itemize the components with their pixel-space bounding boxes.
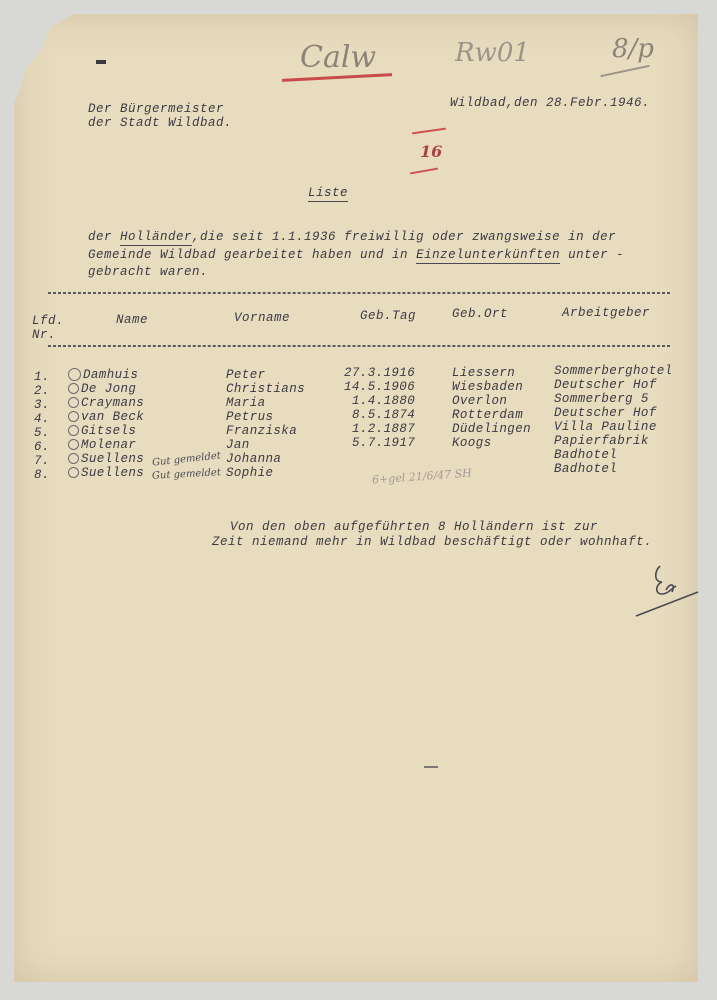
ink-dash [424, 766, 438, 768]
table-cell-vorname: Maria [226, 396, 266, 410]
table-cell-name [68, 424, 144, 438]
intro-line-2 [88, 248, 624, 262]
column-vorname [226, 368, 305, 480]
table-cell-arbeitgeber: Badhotel [554, 462, 618, 476]
place-date: Wildbad,den 28.Febr.1946. [450, 96, 651, 110]
check-circle-icon [68, 425, 79, 436]
footer-line-2: Zeit niemand mehr in Wildbad beschäftigt oder wohnhaft. [212, 535, 653, 549]
name-text: Gitsels [81, 424, 137, 438]
header-lfd: Lfd. [32, 314, 65, 328]
table-cell-arbeitgeber: Badhotel [554, 448, 618, 462]
column-geb-ort [452, 366, 531, 450]
intro-line-1-prefix: der [88, 230, 121, 244]
name-text: De Jong [81, 382, 137, 396]
check-circle-icon [68, 439, 79, 450]
table-cell-vorname: Peter [226, 368, 266, 382]
name-text: Molenar [81, 438, 137, 452]
table-cell-nr: 3. [34, 398, 50, 412]
table-cell-name [68, 438, 144, 452]
top-rule [48, 292, 670, 294]
header-geb-ort: Geb.Ort [452, 307, 509, 321]
table-cell-vorname: Sophie [226, 466, 274, 480]
pencil-mark-calw: Calw [300, 40, 377, 75]
intro-line-3: gebracht waren. [88, 265, 209, 279]
intro-line-2-rest: unter - [560, 248, 625, 262]
table-cell-arbeitgeber: Papierfabrik [554, 434, 649, 448]
hand-note-row-7: Gut gemeldet [151, 450, 222, 469]
check-circle-icon [68, 453, 79, 464]
table-cell-geb-ort: Liessern [452, 366, 516, 380]
table-cell-geb-tag: 1.4.1880 [352, 394, 416, 408]
intro-holländer: Holländer [120, 230, 193, 244]
table-cell-vorname: Petrus [226, 410, 274, 424]
table-cell-geb-tag: 5.7.1917 [352, 436, 416, 450]
header-vorname: Vorname [234, 311, 291, 325]
column-arbeitgeber [554, 364, 673, 476]
header-geb-tag: Geb.Tag [360, 309, 417, 323]
table-cell-name [68, 382, 144, 396]
table-cell-name [68, 396, 144, 410]
issuer-line-2: der Stadt Wildbad. [88, 116, 233, 130]
table-cell-vorname: Franziska [226, 424, 298, 438]
table-cell-nr: 7. [34, 454, 50, 468]
table-cell-nr: 4. [34, 412, 50, 426]
table-cell-arbeitgeber: Villa Pauline [554, 420, 657, 434]
table-cell-geb-tag: 14.5.1906 [344, 380, 416, 394]
table-cell-geb-tag: 8.5.1874 [352, 408, 416, 422]
name-text: Craymans [81, 396, 145, 410]
check-circle-icon [68, 397, 79, 408]
table-cell-nr: 6. [34, 440, 50, 454]
table-cell-geb-ort: Koogs [452, 436, 492, 450]
table-cell-geb-tag: 1.2.1887 [352, 422, 416, 436]
table-cell-arbeitgeber: Sommerberg 5 [554, 392, 649, 406]
table-cell-name [68, 452, 144, 466]
signature-icon [632, 560, 702, 620]
table-cell-geb-ort: Rotterdam [452, 408, 524, 422]
header-arbeitgeber: Arbeitgeber [562, 306, 651, 320]
name-text: van Beck [81, 410, 145, 424]
table-cell-nr: 1. [34, 370, 50, 384]
document-page [14, 14, 698, 982]
table-cell-vorname: Christians [226, 382, 306, 396]
pencil-mark-page: 8/p [612, 34, 654, 64]
header-name: Name [116, 313, 149, 327]
table-cell-nr: 8. [34, 468, 50, 482]
table-cell-vorname: Johanna [226, 452, 282, 466]
intro-line-1-rest: ,die seit 1.1.1936 freiwillig oder zwangsweise in der [192, 230, 617, 244]
issuer-line-1: Der Bürgermeister [88, 102, 225, 116]
red-mark-number: 16 [420, 142, 443, 161]
intro-line-1 [88, 230, 616, 244]
check-circle-icon [68, 467, 79, 478]
table-cell-geb-ort: Overlon [452, 394, 508, 408]
table-cell-nr: 2. [34, 384, 50, 398]
table-cell-arbeitgeber: Deutscher Hof [554, 406, 657, 420]
check-circle-icon [68, 411, 79, 422]
table-cell-arbeitgeber: Deutscher Hof [554, 378, 657, 392]
table-cell-name [68, 368, 144, 382]
check-circle-icon [68, 383, 79, 394]
table-cell-geb-ort: Düdelingen [452, 422, 532, 436]
name-text: Suellens [81, 452, 145, 466]
column-geb-tag [344, 366, 415, 450]
table-cell-vorname: Jan [226, 438, 250, 452]
intro-einzelunterkuenfte: Einzelunterkünften [416, 248, 561, 262]
ink-dot [96, 60, 106, 64]
table-cell-arbeitgeber: Sommerberghotel [554, 364, 673, 378]
name-text: Suellens [81, 466, 145, 480]
footer-line-1: Von den oben aufgeführten 8 Holländern ist zur [230, 520, 599, 534]
pencil-note-table: 6+gel 21/6/47 SH [371, 466, 473, 487]
table-cell-name [68, 466, 144, 480]
table-cell-geb-tag: 27.3.1916 [344, 366, 416, 380]
intro-line-2-prefix: Gemeinde Wildbad gearbeitet haben und in [88, 248, 417, 262]
table-cell-name [68, 410, 144, 424]
column-name [68, 368, 144, 480]
signature [632, 560, 702, 620]
column-nr [34, 370, 50, 482]
table-cell-nr: 5. [34, 426, 50, 440]
table-cell-geb-ort: Wiesbaden [452, 380, 524, 394]
pencil-mark-rw01: Rw01 [455, 38, 530, 68]
name-text: Damhuis [83, 368, 139, 382]
header-rule [48, 345, 670, 347]
hand-note-row-8: Gut gemeldet [151, 467, 222, 482]
header-nr: Nr. [32, 328, 57, 342]
document-title: Liste [308, 186, 349, 200]
check-circle-icon [68, 368, 81, 381]
